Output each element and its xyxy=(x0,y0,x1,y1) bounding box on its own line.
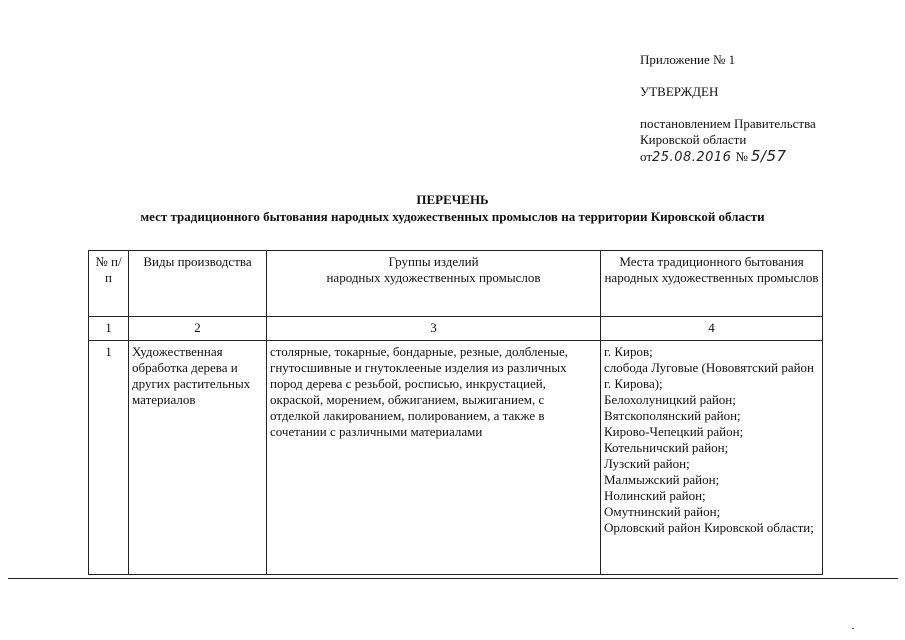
product-groups-cell: столярные, токарные, бондарные, резные, долбленые, гнутосшивные и гнутоклееные изделия из различных пород дерева с резьбой, росписью, инкрустацией, окраской, морением, обжиганием, выжиганием, с отделкой лакированием, полированием, а также в сочетании с различными материалами xyxy=(267,341,601,575)
place-item: г. Киров; xyxy=(604,344,653,359)
table-header-row xyxy=(89,251,823,317)
header-number: № п/п xyxy=(89,251,129,317)
scan-speck xyxy=(852,628,854,629)
place-item: Малмыжский район; xyxy=(604,472,720,487)
header-production-type: Виды производства xyxy=(129,251,267,317)
place-item: Кирово-Чепецкий район; xyxy=(604,424,744,439)
date-prefix: от xyxy=(640,149,653,164)
column-number-1: 1 xyxy=(89,317,129,341)
document-title: ПЕРЕЧЕНЬ xyxy=(416,192,489,207)
page-bottom-rule xyxy=(8,578,898,579)
place-item: Лузский район; xyxy=(604,456,690,471)
place-item: слобода Луговые (Нововятский район г. Кирова); xyxy=(604,360,815,391)
place-item: Орловский район Кировской области; xyxy=(604,520,814,535)
place-item: Котельничский район; xyxy=(604,440,729,455)
number-prefix: № xyxy=(735,149,748,164)
production-type-cell: Художественная обработка дерева и других растительных материалов xyxy=(129,341,267,575)
approved-label: УТВЕРЖДЕН xyxy=(640,84,719,99)
column-number-row xyxy=(89,317,823,341)
place-item: Белохолуницкий район; xyxy=(604,392,736,407)
header-product-groups xyxy=(267,251,601,317)
appendix-number: Приложение № 1 xyxy=(640,52,736,67)
approval-stamp-block xyxy=(640,52,890,166)
column-number-4: 4 xyxy=(601,317,823,341)
handwritten-date: 25.08.2016 xyxy=(652,150,732,165)
header-product-groups-line-1: Группы изделий xyxy=(388,254,479,269)
column-number-2: 2 xyxy=(129,317,267,341)
column-number-3: 3 xyxy=(267,317,601,341)
header-places: Места традиционного бытования народных художественных промыслов xyxy=(601,251,823,317)
place-item: Нолинский район; xyxy=(604,488,706,503)
handwritten-number: 5/57 xyxy=(750,147,787,165)
resolution-date-line xyxy=(640,148,890,166)
row-number: 1 xyxy=(89,341,129,575)
document-subtitle: мест традиционного бытования народных художественных промыслов на территории Кировской области xyxy=(140,209,765,224)
resolution-line-2: Кировской области xyxy=(640,132,747,147)
table-row xyxy=(89,341,823,575)
places-cell xyxy=(601,341,823,575)
place-item: Вятскополянский район; xyxy=(604,408,741,423)
place-item: Омутнинский район; xyxy=(604,504,721,519)
resolution-line-1: постановлением Правительства xyxy=(640,116,816,131)
crafts-places-table xyxy=(88,250,823,575)
header-product-groups-line-2: народных художественных промыслов xyxy=(326,270,541,285)
